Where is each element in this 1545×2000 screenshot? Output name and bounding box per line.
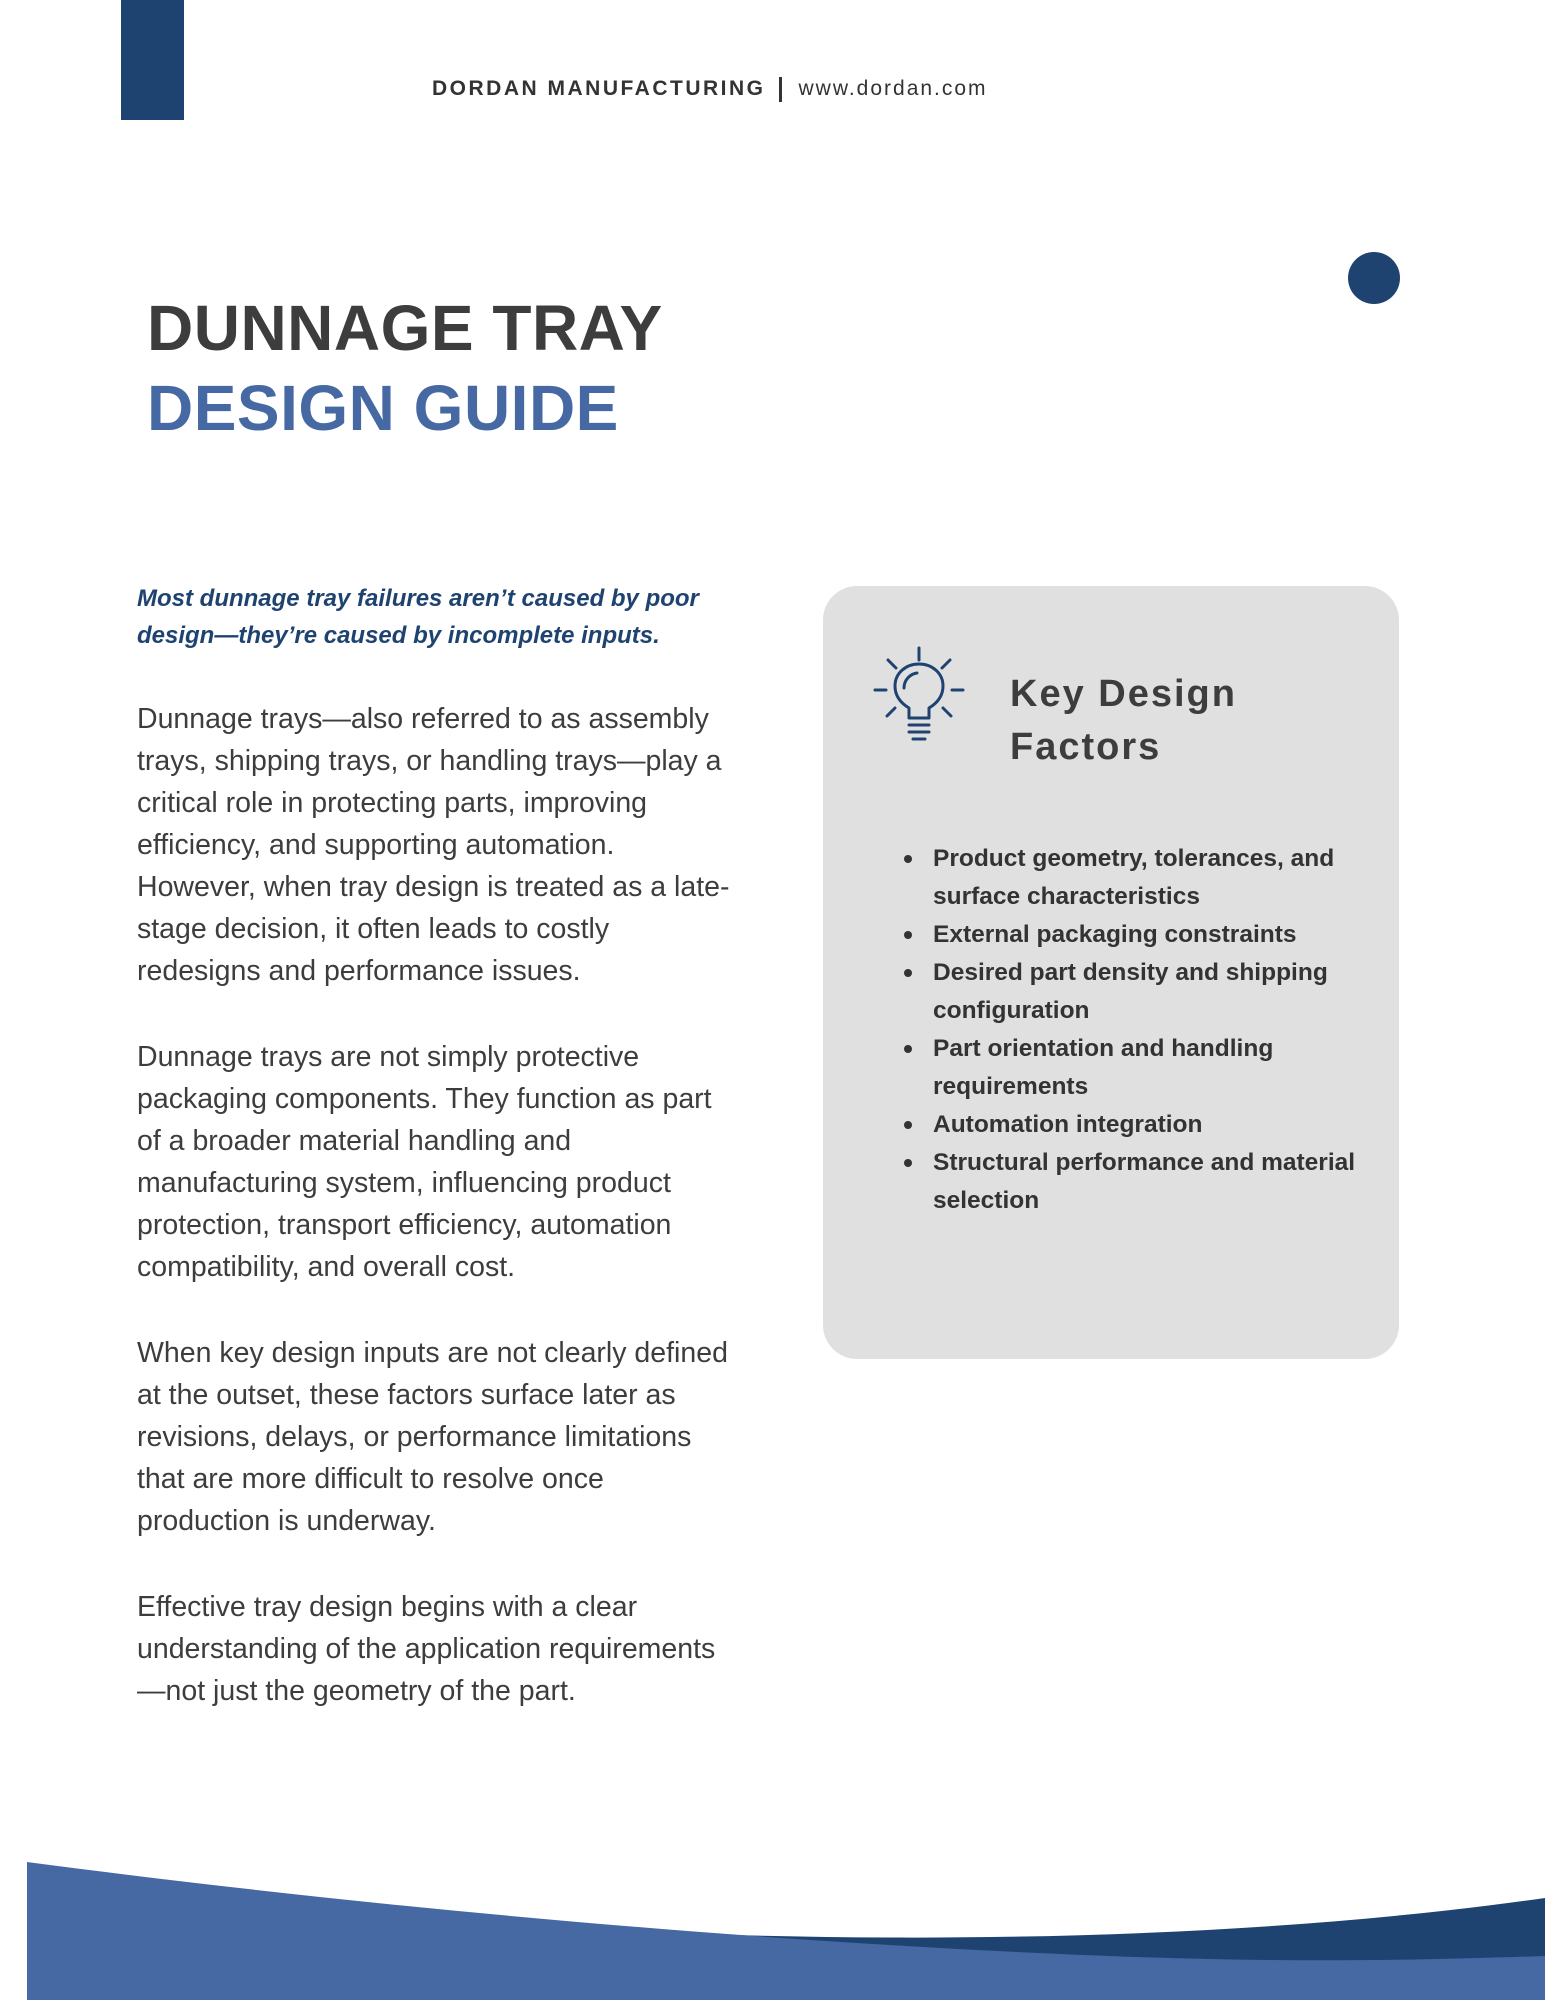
list-item: Desired part density and shipping configuration	[933, 954, 1373, 1030]
list-item: Structural performance and material selection	[933, 1144, 1373, 1220]
lead-statement: Most dunnage tray failures aren’t caused by poor design—they’re caused by incomplete inputs.	[137, 585, 699, 649]
intro-column	[137, 580, 737, 1712]
list-item: Part orientation and handling requirements	[933, 1030, 1373, 1106]
list-item: Product geometry, tolerances, and surface characteristics	[933, 840, 1373, 916]
header-divider	[779, 77, 782, 102]
website-url: www.dordan.com	[798, 77, 988, 100]
factors-list	[933, 840, 1373, 1220]
page-header	[432, 74, 988, 104]
body-paragraph: When key design inputs are not clearly defined at the outset, these factors surface later as revisions, delays, or performance limitations that are more difficult to resolve once production is underway.	[137, 1337, 728, 1537]
list-item: Automation integration	[933, 1106, 1373, 1144]
key-design-factors-card	[823, 586, 1399, 1359]
body-paragraph: Dunnage trays—also referred to as assembly trays, shipping trays, or handling trays—play a critical role in protecting parts, improving efficiency, and supporting automation. However, when tray design is treated as a late-stage decision, it often leads to costly redesigns and performance issues.	[137, 703, 730, 987]
lightbulb-icon	[873, 646, 965, 746]
card-title: Key Design Factors	[1010, 673, 1237, 768]
company-name: DORDAN MANUFACTURING	[432, 77, 766, 100]
title-line-1: DUNNAGE TRAY	[147, 292, 663, 364]
decorative-dot	[1348, 252, 1400, 304]
body-paragraph: Effective tray design begins with a clear understanding of the application requirements—not just the geometry of the part.	[137, 1591, 716, 1707]
page-title	[147, 288, 663, 448]
body-paragraph: Dunnage trays are not simply protective packaging components. They function as part of a broader material handling and manufacturing system, influencing product protection, transport efficiency, automation compatibility, and overall cost.	[137, 1041, 712, 1283]
header-accent-bar	[121, 0, 184, 120]
title-line-2: DESIGN GUIDE	[147, 372, 619, 444]
list-item: External packaging constraints	[933, 916, 1373, 954]
footer-wave	[0, 1850, 1545, 2000]
